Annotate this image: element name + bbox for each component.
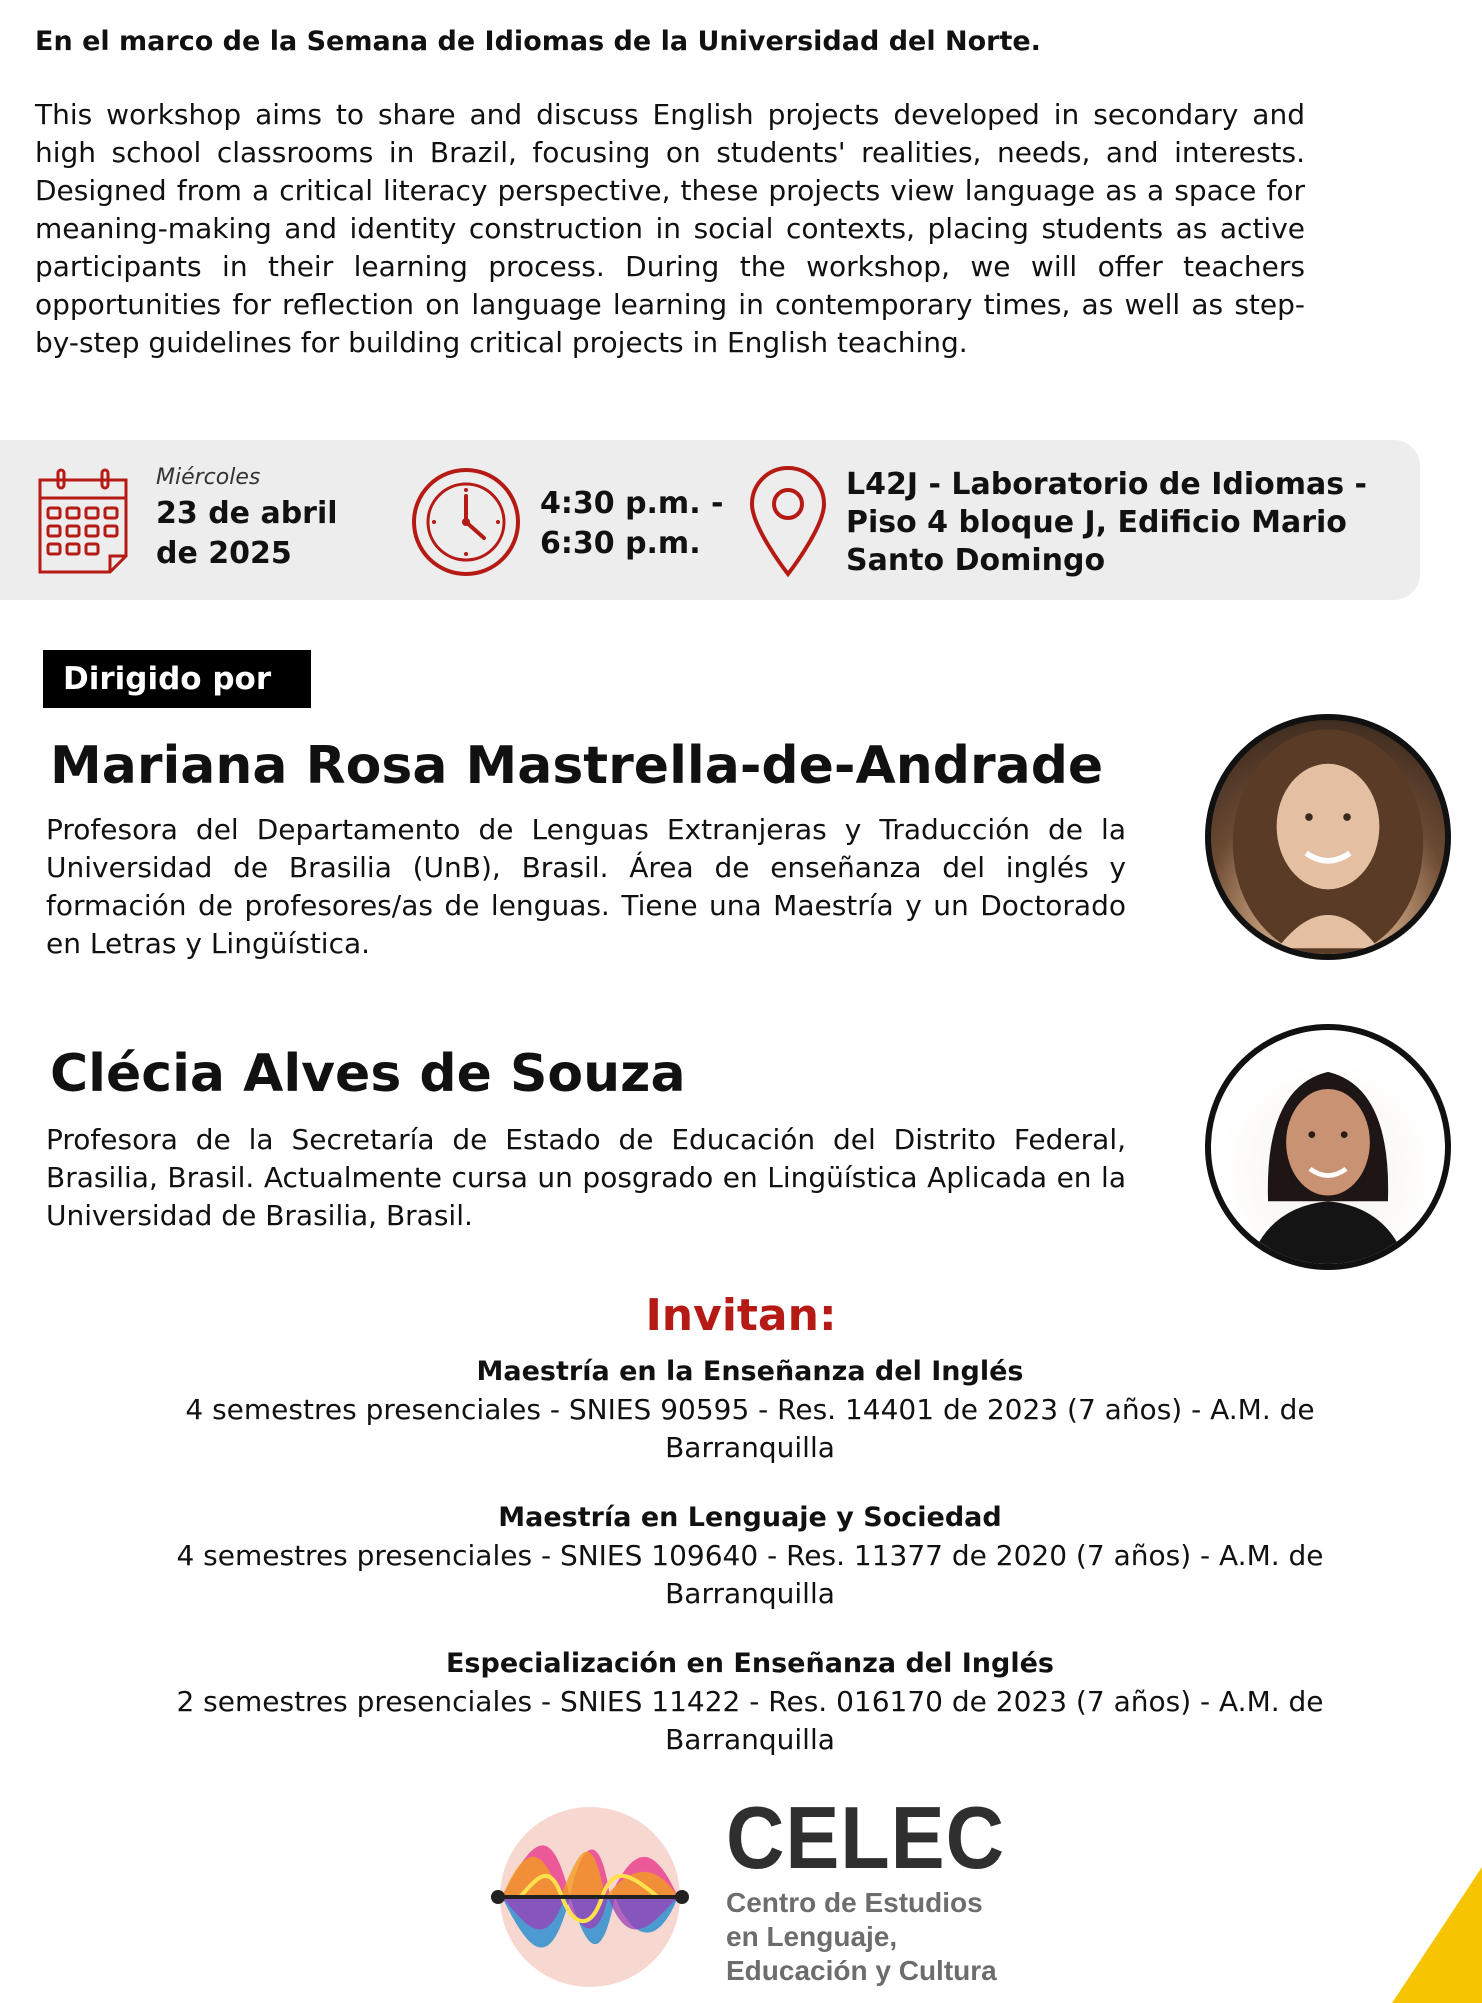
clock-icon [410,466,522,578]
speaker-2-name: Clécia Alves de Souza [50,1044,686,1104]
program-2-detail: 4 semestres presenciales - SNIES 109640 - Res. 11377 de 2020 (7 años) - A.M. de Barranquilla [176,1539,1324,1610]
intro-title: En el marco de la Semana de Idiomas de la Universidad del Norte. [35,26,1041,57]
corner-decoration [1392,1867,1482,2003]
speaker-2-photo [1205,1024,1451,1270]
program-1-name: Maestría en la Enseñanza del Inglés [476,1356,1024,1387]
event-date-line-1: 23 de abril [156,496,338,531]
speaker-1-photo [1205,714,1451,960]
intro-body: This workshop aims to share and discuss English projects developed in secondary and high school classrooms in Brazil, focusing on students' realities, needs, and interests. Designed from a critical literacy perspective, these projects view language as a space for meaning-making and identity construction in social contexts, placing students as active participants in their learning process. During the workshop, we will offer teachers opportunities for reflection on language learning in contemporary times, as well as step-by-step guidelines for building critical projects in English teaching. [35,98,1305,359]
location-pin-icon [748,466,828,578]
celec-logo-line-3: Educación y Cultura [726,1955,997,1986]
program-1-detail: 4 semestres presenciales - SNIES 90595 - Res. 14401 de 2023 (7 años) - A.M. de Barranquilla [185,1393,1315,1464]
celec-logo-line-1: Centro de Estudios [726,1887,983,1918]
program-1 [120,1353,1380,1467]
event-location-line-3: Santo Domingo [846,543,1106,578]
program-2-name: Maestría en Lenguaje y Sociedad [498,1502,1002,1533]
invitan-title: Invitan: [645,1290,837,1341]
event-location-line-2: Piso 4 bloque J, Edificio Mario [846,505,1347,540]
event-location [846,466,1406,580]
event-time [540,484,724,564]
program-2 [120,1499,1380,1613]
celec-logo-name: CELEC [726,1788,1005,1887]
event-weekday: Miércoles [156,465,261,490]
event-date-line-2: de 2025 [156,536,292,571]
celec-logo-line-2: en Lenguaje, [726,1921,898,1952]
program-3-name: Especialización en Enseñanza del Inglés [445,1648,1054,1679]
celec-logo-text [726,1788,1066,1996]
speaker-2-bio: Profesora de la Secretaría de Estado de Educación del Distrito Federal, Brasilia, Brasil. Actualmente cursa un posgrado en Lingüística Aplicada en la Universidad de Brasilia, Brasil. [46,1123,1126,1232]
event-location-line-1: L42J - Laboratorio de Idiomas - [846,467,1367,502]
event-time-line-1: 4:30 p.m. - [540,486,724,521]
speaker-1-bio: Profesora del Departamento de Lenguas Extranjeras y Traducción de la Universidad de Brasilia (UnB), Brasil. Área de enseñanza del inglés y formación de profesores/as de lenguas. Tiene una Maestría y un Doctorado en Letras y Lingüística. [46,813,1126,960]
directed-by-label: Dirigido por [43,650,311,708]
speaker-1-name: Mariana Rosa Mastrella-de-Andrade [50,736,1104,796]
calendar-icon [34,466,132,576]
event-time-line-2: 6:30 p.m. [540,526,701,561]
event-date [156,462,338,574]
intro-section [35,22,1305,362]
celec-logo-mark [490,1804,690,1990]
program-3-detail: 2 semestres presenciales - SNIES 11422 - Res. 016170 de 2023 (7 años) - A.M. de Barranquilla [176,1685,1324,1756]
program-3 [120,1645,1380,1759]
